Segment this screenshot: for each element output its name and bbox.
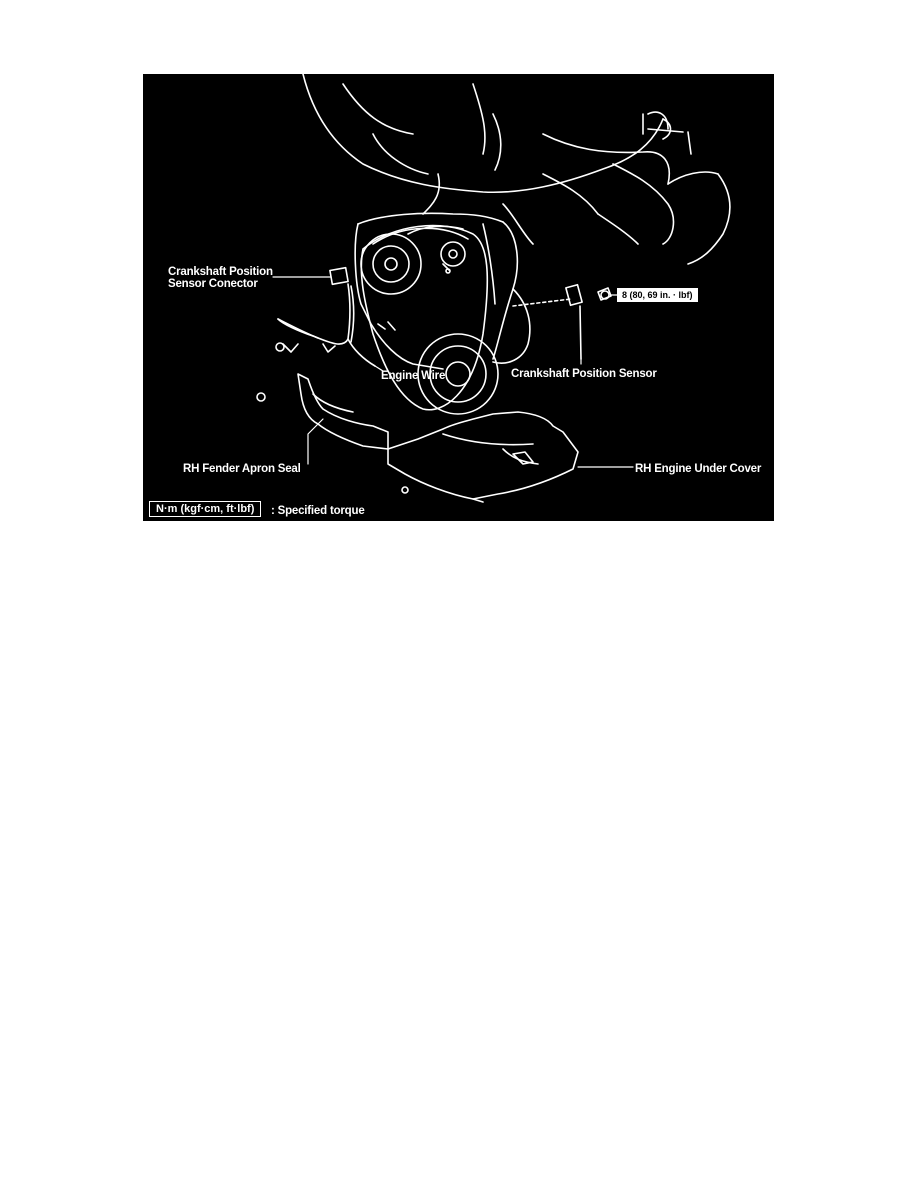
crankshaft-sensor	[513, 285, 611, 359]
under-cover-label: RH Engine Under Cover	[635, 463, 762, 475]
engine-wire-label: Engine Wire	[381, 370, 446, 382]
engine-block	[303, 74, 730, 264]
connector-label-line2: Sensor Conector	[168, 278, 258, 290]
connector-label-line1: Crankshaft Position	[168, 266, 273, 278]
torque-unit-box: N·m (kgf·cm, ft·lbf)	[149, 501, 261, 517]
torque-spec-box: 8 (80, 69 in. · lbf)	[617, 288, 698, 302]
fender-seal-label: RH Fender Apron Seal	[183, 463, 301, 475]
sensor-label: Crankshaft Position Sensor	[511, 368, 657, 380]
engine-wire-harness	[278, 268, 375, 366]
timing-cover	[355, 213, 530, 414]
fender-apron-seal	[257, 343, 388, 449]
engine-diagram	[143, 74, 774, 521]
engine-under-cover	[388, 412, 578, 502]
legend-description: : Specified torque	[271, 505, 365, 517]
